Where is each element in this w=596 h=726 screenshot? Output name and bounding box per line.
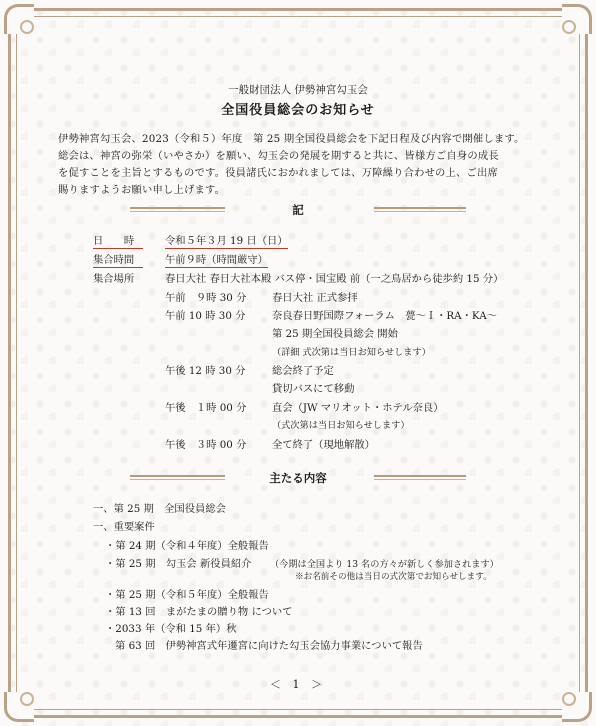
schedule-event: 第 25 期全国役員総会 開始: [272, 328, 398, 340]
section-rule-right: [374, 475, 466, 481]
schedule-time: 午後 １時 00 分: [165, 402, 247, 414]
schedule-event: 春日大社 正式参拝: [272, 292, 358, 304]
section-rule-left: [130, 207, 225, 213]
intro-line: 伊勢神宮勾玉会、2023（令和５）年度 第 25 期全国役員総会を下記日程及び内容で開催します。: [58, 133, 525, 145]
schedule-note: （式次第は当日お知らせします）: [272, 420, 410, 431]
place-value: 春日大社 春日大社本殿 バス停・国宝殿 前（一之鳥居から徒歩約 15 分）: [165, 273, 504, 285]
agenda-note: （今期は全国より 13 名の方々が新しく参加されます）: [270, 559, 499, 570]
schedule-time: 午前 ９時 30 分: [165, 292, 247, 304]
agenda-item: 一、重要案件: [93, 521, 155, 533]
schedule-event: 全て終了（現地解散）: [272, 439, 375, 451]
schedule-time: 午後 12 時 30 分: [165, 365, 246, 377]
agenda-item: 一、第 25 期 全国役員総会: [93, 503, 226, 515]
section-rule-left: [130, 475, 225, 481]
agenda-subitem: ・第 24 期（令和４年度）全般報告: [105, 540, 269, 552]
agenda-subitem: ・第 25 期 勾玉会 新役員紹介: [105, 558, 252, 570]
schedule-event: 奈良春日野国際フォーラム 甍～Ｉ・RA・KA～: [272, 310, 497, 322]
date-label: 日 時: [93, 232, 143, 249]
agenda-note: ※お名前その他は当日の式次第でお知らせします。: [295, 572, 492, 582]
section-heading-main-content: 主たる内容: [269, 471, 327, 485]
schedule-event: 貸切バスにて移動: [272, 383, 355, 395]
page-number: ＜ 1 ＞: [270, 678, 326, 691]
agenda-subitem: ・2033 年（令和 15 年）秋: [105, 623, 237, 635]
schedule-event: 総会終了予定: [272, 365, 334, 377]
intro-line: 賜りますようお願い申し上げます。: [58, 184, 226, 196]
intro-line: を促すことを主旨とするものです。役員諸氏におかれましては、万障繰り合わせの上、ご出席: [58, 167, 499, 179]
date-value: 令和５年３月 19 日（日）: [165, 232, 288, 249]
place-label: 集合場所: [93, 273, 135, 285]
schedule-time: 午前 10 時 30 分: [165, 310, 246, 322]
schedule-note: （詳細 式次第は当日お知らせします）: [272, 347, 431, 358]
agenda-subitem: ・第 13 回 まがたまの贈り物 について: [105, 606, 293, 618]
page-title: 全国役員総会のお知らせ: [221, 103, 375, 118]
intro-line: 総会は、神宮の弥栄（いやさか）を願い、勾玉会の発展を期すると共に、皆様方ご自身の成長: [58, 150, 499, 162]
time-value: 午前９時（時間厳守）: [165, 251, 268, 268]
time-label: 集合時間: [93, 251, 143, 268]
section-rule-right: [374, 207, 466, 213]
agenda-subitem: 第 63 回 伊勢神宮式年遷宮に向けた勾玉会協力事業について報告: [115, 640, 423, 652]
section-heading-ki: 記: [292, 203, 304, 217]
schedule-event: 直会（JW マリオット・ホテル奈良）: [272, 402, 444, 414]
organization-name: 一般財団法人 伊勢神宮勾玉会: [228, 84, 368, 96]
intro-paragraph: [58, 131, 546, 199]
agenda-subitem: ・第 25 期（令和５年度）全般報告: [105, 589, 269, 601]
schedule-time: 午後 ３時 00 分: [165, 439, 247, 451]
